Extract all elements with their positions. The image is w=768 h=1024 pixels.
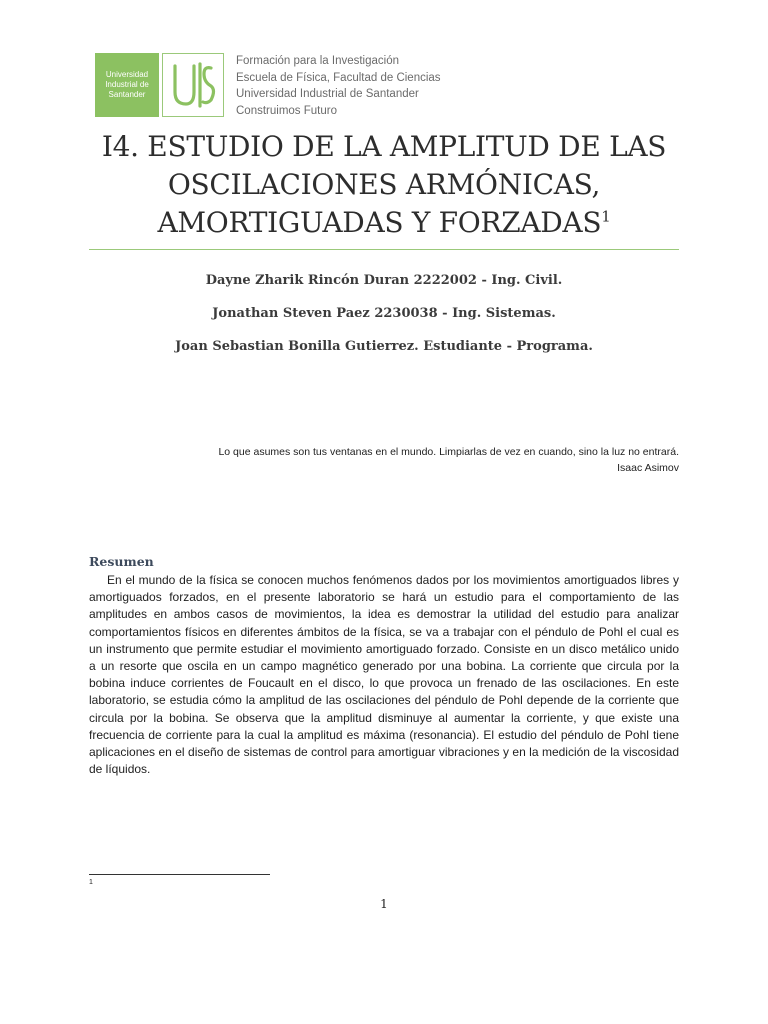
author-list: [88, 270, 680, 369]
title-line-3: [88, 204, 680, 242]
title-line-1: I4. ESTUDIO DE LA AMPLITUD DE LAS: [101, 130, 667, 163]
author-1: Dayne Zharik Rincón Duran 2222002 - Ing. Civil.: [205, 273, 563, 288]
uis-monogram-icon: [170, 58, 216, 112]
epigraph-quote: [119, 444, 679, 476]
header-line-motto: Construimos Futuro: [236, 104, 337, 117]
footnote-divider: [89, 874, 270, 875]
quote-text: Lo que asumes son tus ventanas en el mundo. Limpiarlas de vez en cuando, sino la luz no entrará.: [218, 446, 679, 458]
header-line-program: Formación para la Investigación: [236, 55, 399, 67]
header-line-school: Escuela de Física, Facultad de Ciencias: [236, 71, 441, 84]
title-line-2: OSCILACIONES ARMÓNICAS,: [167, 168, 601, 201]
title-divider: [89, 249, 679, 250]
uis-logo-mark: [162, 53, 224, 117]
university-logo-text: Universidad Industrial de Santander: [105, 70, 149, 99]
abstract-body: En el mundo de la física se conocen muchos fenómenos dados por los movimientos amortiguados libres y amortiguados forzados, en el presente laboratorio se hará un estudio para el comportamiento de las amplitudes en ambos casos de movimientos, la idea es demostrar la utilidad del estudio para analizar comportamientos físicos en diferentes ámbitos de la física, se va a trabajar con el péndulo de Pohl el cual es un instrumento que permite estudiar el movimiento amortiguado forzado. Consiste en un disco metálico unido a un resorte que oscila en un campo magnético generado por una bobina. La corriente que circula por la bobina induce corrientes de Foucault en el disco, lo que provoca un frenado de las oscilaciones. En este laboratorio, se estudia cómo la amplitud de las oscilaciones del péndulo de Pohl depende de la corriente que circula por la bobina. Se observa que la amplitud disminuye al aumentar la corriente, y que existe una frecuencia de corriente para la cual la amplitud es máxima (resonancia). El estudio del péndulo de Pohl tiene aplicaciones en el diseño de sistemas de control para amortiguar vibraciones y en la medición de la viscosidad de líquidos.: [89, 573, 679, 777]
quote-author: Isaac Asimov: [617, 462, 679, 474]
page-number: 1: [380, 897, 388, 911]
institution-header: [236, 53, 441, 119]
document-title: [88, 128, 680, 242]
university-logo: [95, 53, 159, 117]
title-footnote-ref[interactable]: 1: [601, 207, 611, 226]
title-line-3-text: AMORTIGUADAS Y FORZADAS: [157, 206, 602, 239]
abstract-heading: Resumen: [89, 554, 154, 569]
author-3: Joan Sebastian Bonilla Gutierrez. Estudiante - Programa.: [175, 339, 593, 354]
footnote-mark: 1: [89, 879, 93, 886]
author-2: Jonathan Steven Paez 2230038 - Ing. Sistemas.: [212, 306, 556, 321]
header-line-university: Universidad Industrial de Santander: [236, 88, 419, 100]
